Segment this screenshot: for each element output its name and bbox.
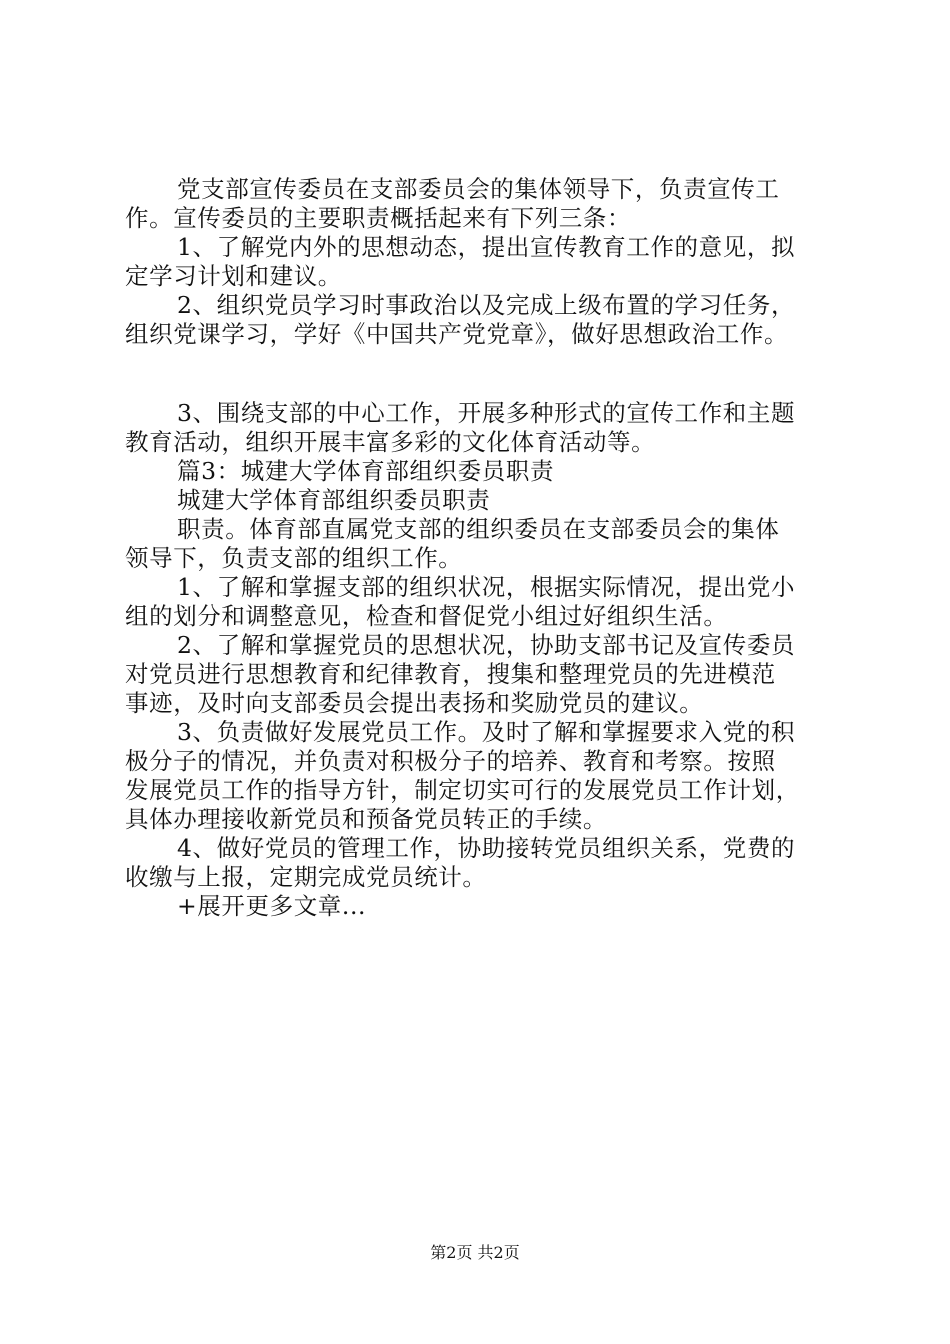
section-heading: 篇3：城建大学体育部组织委员职责 [177, 457, 555, 485]
paragraph-line: 党支部宣传委员在支部委员会的集体领导下，负责宣传工 [177, 175, 780, 203]
paragraph-line: 发展党员工作的指导方针，制定切实可行的发展党员工作计划， [125, 776, 800, 804]
expand-more-link[interactable]: +展开更多文章... [177, 892, 367, 920]
paragraph-line: 组织党课学习，学好《中国共产党党章》，做好思想政治工作。 [125, 320, 789, 348]
paragraph-line: 作。宣传委员的主要职责概括起来有下列三条： [125, 204, 632, 232]
paragraph-line: 领导下，负责支部的组织工作。 [125, 544, 463, 572]
paragraph-line: 对党员进行思想教育和纪律教育，搜集和整理党员的先进模范 [125, 660, 776, 688]
paragraph-line: 2、了解和掌握党员的思想状况，协助支部书记及宣传委员 [177, 631, 796, 659]
paragraph-line: 组的划分和调整意见，检查和督促党小组过好组织生活。 [125, 602, 728, 630]
paragraph-line: 1、了解和掌握支部的组织状况，根据实际情况，提出党小 [177, 573, 796, 601]
document-body [125, 175, 845, 921]
section-title: 城建大学体育部组织委员职责 [177, 486, 491, 514]
paragraph-gap [125, 349, 845, 399]
paragraph-line: 3、围绕支部的中心工作，开展多种形式的宣传工作和主题 [177, 399, 796, 427]
paragraph-line: 事迹，及时向支部委员会提出表扬和奖励党员的建议。 [125, 689, 704, 717]
paragraph-line: 职责。体育部直属党支部的组织委员在支部委员会的集体 [177, 515, 780, 543]
paragraph-line: 定学习计划和建议。 [125, 262, 342, 290]
paragraph-line: 教育活动，组织开展丰富多彩的文化体育活动等。 [125, 428, 656, 456]
paragraph-line: 极分子的情况，并负责对积极分子的培养、教育和考察。按照 [125, 747, 776, 775]
paragraph-line: 2、组织党员学习时事政治以及完成上级布置的学习任务， [177, 291, 796, 319]
page-number-footer: 第2页 共2页 [430, 1243, 520, 1262]
paragraph-line: 具体办理接收新党员和预备党员转正的手续。 [125, 805, 607, 833]
paragraph-line: 3、负责做好发展党员工作。及时了解和掌握要求入党的积 [177, 718, 796, 746]
paragraph-line: 4、做好党员的管理工作，协助接转党员组织关系，党费的 [177, 834, 796, 862]
paragraph-line: 1、了解党内外的思想动态，提出宣传教育工作的意见，拟 [177, 233, 796, 261]
paragraph-line: 收缴与上报，定期完成党员统计。 [125, 863, 487, 891]
